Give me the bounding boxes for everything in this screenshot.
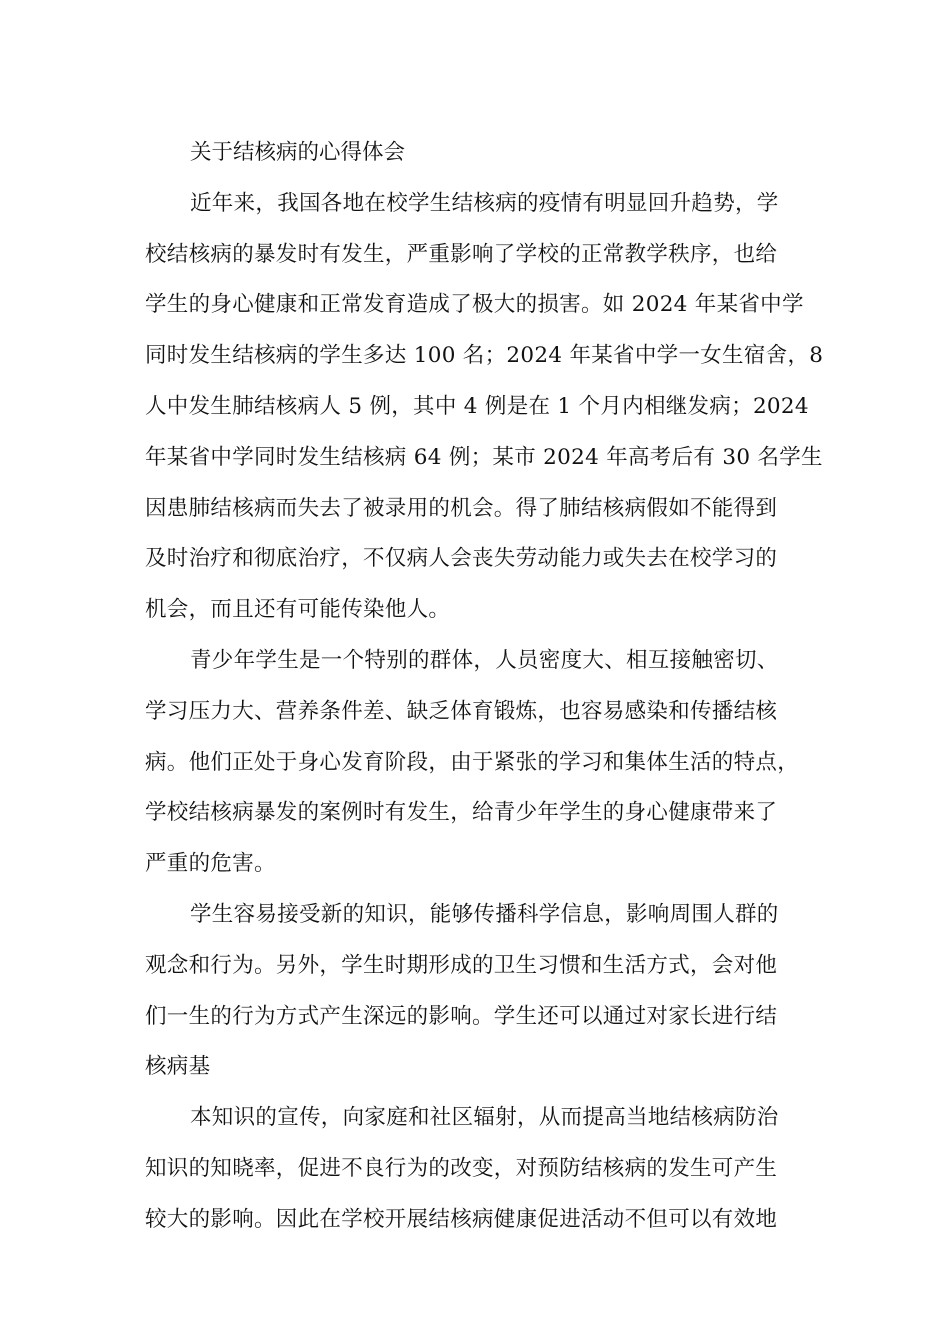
paragraph-line: 学生的身心健康和正常发育造成了极大的损害。如 2024 年某省中学 (145, 292, 804, 318)
paragraph-line: 本知识的宣传，向家庭和社区辐射，从而提高当地结核病防治 (190, 1105, 779, 1131)
paragraph-line: 机会，而且还有可能传染他人。 (145, 597, 451, 623)
paragraph-line: 严重的危害。 (145, 851, 276, 877)
paragraph-line: 学习压力大、营养条件差、缺乏体育锻炼，也容易感染和传播结核 (145, 698, 778, 724)
paragraph-line: 同时发生结核病的学生多达 100 名；2024 年某省中学一女生宿舍，8 (145, 343, 824, 369)
paragraph-line: 们一生的行为方式产生深远的影响。学生还可以通过对家长进行结 (145, 1003, 778, 1029)
paragraph-line: 人中发生肺结核病人 5 例，其中 4 例是在 1 个月内相继发病；2024 (145, 393, 809, 419)
paragraph-line: 知识的知晓率，促进不良行为的改变，对预防结核病的发生可产生 (145, 1155, 778, 1181)
paragraph-line: 病。他们正处于身心发育阶段，由于紧张的学习和集体生活的特点， (145, 749, 800, 775)
paragraph-line: 年某省中学同时发生结核病 64 例；某市 2024 年高考后有 30 名学生 (145, 444, 823, 470)
paragraph-line: 较大的影响。因此在学校开展结核病健康促进活动不但可以有效地 (145, 1206, 778, 1232)
paragraph-2 (145, 636, 810, 890)
paragraph-line: 学生容易接受新的知识，能够传播科学信息，影响周围人群的 (190, 901, 779, 927)
paragraph-line: 校结核病的暴发时有发生，严重影响了学校的正常教学秩序，也给 (145, 241, 778, 267)
paragraph-1 (145, 179, 824, 636)
paragraph-line: 观念和行为。另外，学生时期形成的卫生习惯和生活方式，会对他 (145, 952, 778, 978)
paragraph-line: 青少年学生是一个特别的群体，人员密度大、相互接触密切、 (190, 647, 779, 673)
paragraph-4 (145, 1093, 810, 1245)
document-title: 关于结核病的心得体会 (190, 140, 406, 165)
paragraph-line: 学校结核病暴发的案例时有发生，给青少年学生的身心健康带来了 (145, 800, 778, 826)
document-body (145, 128, 824, 1246)
paragraph-line: 及时治疗和彻底治疗，不仅病人会丧失劳动能力或失去在校学习的 (145, 546, 778, 572)
paragraph-line: 核病基 (145, 1054, 211, 1080)
paragraph-line: 因患肺结核病而失去了被录用的机会。得了肺结核病假如不能得到 (145, 495, 778, 521)
paragraph-line: 近年来，我国各地在校学生结核病的疫情有明显回升趋势，学 (190, 190, 779, 216)
paragraph-3 (145, 890, 810, 1093)
